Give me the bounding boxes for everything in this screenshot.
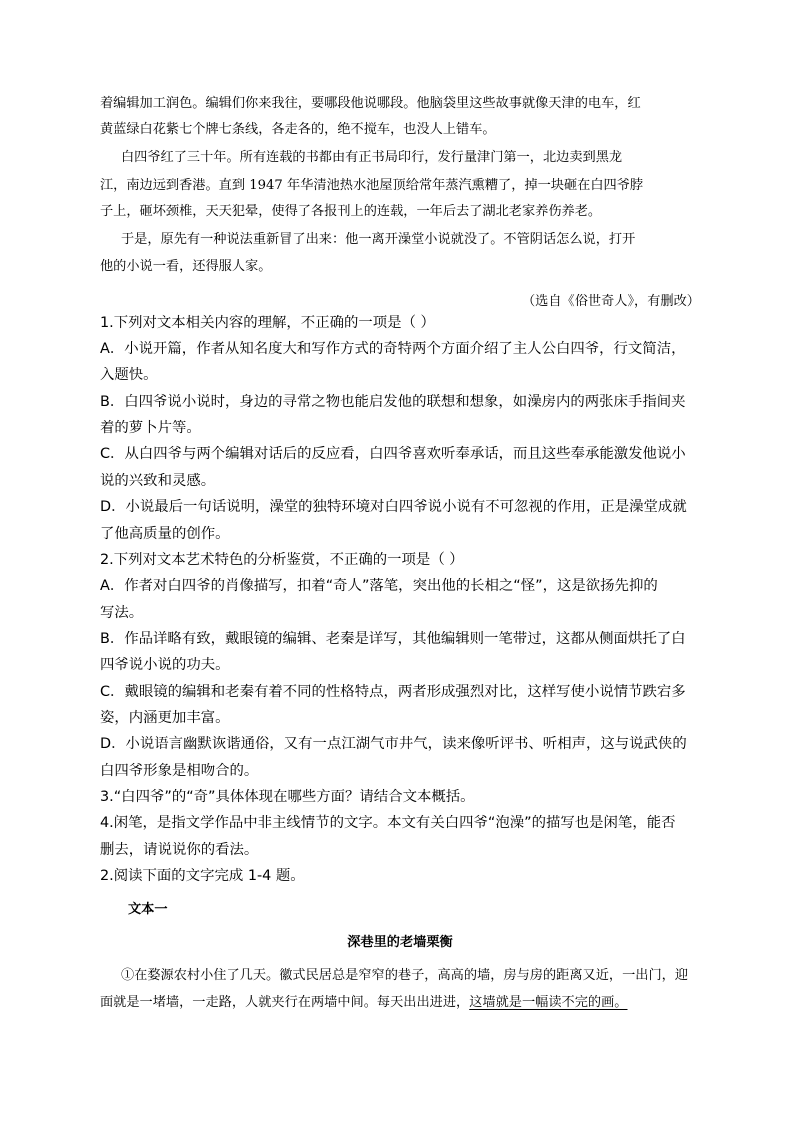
question-1-option-d-cont: 了他高质量的创作。 xyxy=(100,526,230,542)
question-1-option-c-cont: 说的兴致和灵感。 xyxy=(100,473,216,489)
question-2-option-a-cont: 写法。 xyxy=(100,605,144,621)
question-2-option-c: C．戴眼镜的编辑和老秦有着不同的性格特点，两者形成强烈对比，这样写使小说情节跌宕多 xyxy=(100,684,686,700)
passage-line: 子上，砸坏颈椎，天天犯晕，使得了各报刊上的连载，一年后去了湖北老家养伤养老。 xyxy=(100,204,602,219)
passage-line: 白四爷红了三十年。所有连载的书都由有正书局印行，发行量津门第一，北边卖到黑龙 xyxy=(121,150,623,165)
question-2-option-b-cont: 四爷说小说的功夫。 xyxy=(100,657,230,673)
text-one-label: 文本一 xyxy=(128,902,168,917)
question-1-stem: 1.下列对文本相关内容的理解，不正确的一项是（ ） xyxy=(100,315,435,331)
underlined-sentence: 这墙就是一幅读不完的画。 xyxy=(469,995,628,1010)
section-2-intro: 2.阅读下面的文字完成 1-4 题。 xyxy=(100,868,305,884)
passage-line: 江，南边远到香港。直到 1947 年华清池热水池屋顶给常年蒸汽熏糟了，掉一块砸在白四爷脖 xyxy=(100,178,644,193)
question-2-option-d: D．小说语言幽默诙谐通俗，又有一点江湖气市井气，读来像听评书、听相声，这与说武侠的 xyxy=(100,736,687,752)
question-2-option-c-cont: 姿，内涵更加丰富。 xyxy=(100,710,230,726)
passage-line: 黄蓝绿白花紫七个牌七条线，各走各的，绝不搅车，也没人上错车。 xyxy=(100,122,496,137)
text-one-paragraph-1: ①在婺源农村小住了几天。徽式民居总是窄窄的巷子，高高的墙，房与房的距离又近，一出门，迎 xyxy=(121,968,689,983)
question-1-option-d: D．小说最后一句话说明，澡堂的独特环境对白四爷说小说有不可忽视的作用，正是澡堂成就 xyxy=(100,499,687,515)
passage-line: 他的小说一看，还得服人家。 xyxy=(100,259,272,274)
text-one-paragraph-1-cont xyxy=(100,990,700,1016)
text-one-title: 深巷里的老墙栗衡 xyxy=(347,935,453,950)
question-1-option-b-cont: 着的萝卜片等。 xyxy=(100,420,201,436)
passage-line: 于是，原先有一种说法重新冒了出来：他一离开澡堂小说就没了。不管阴话怎么说，打开 xyxy=(121,232,636,247)
text-one-paragraph-1-text: 面就是一堵墙，一走路，人就夹行在两墙中间。每天出出进进， xyxy=(100,995,470,1010)
question-1-option-c: C．从白四爷与两个编辑对话后的反应看，白四爷喜欢听奉承话，而且这些奉承能激发他说小 xyxy=(100,446,686,462)
question-1-option-a: A．小说开篇，作者从知名度大和写作方式的奇特两个方面介绍了主人公白四爷，行文简洁， xyxy=(100,341,686,357)
passage-line: 着编辑加工润色。编辑们你来我往，要哪段他说哪段。他脑袋里这些故事就像天津的电车，红 xyxy=(100,96,641,111)
question-2-option-b: B．作品详略有致，戴眼镜的编辑、老秦是详写，其他编辑则一笔带过，这都从侧面烘托了白 xyxy=(100,631,686,647)
question-3: 3.“白四爷”的“奇”具体体现在哪些方面？请结合文本概括。 xyxy=(100,789,475,805)
question-2-option-a: A．作者对白四爷的肖像描写，扣着“奇人”落笔，突出他的长相之“怪”，这是欲扬先抑的 xyxy=(100,578,658,594)
question-2-stem: 2.下列对文本艺术特色的分析鉴赏，不正确的一项是（ ） xyxy=(100,552,464,568)
question-1-option-b: B．白四爷说小说时，身边的寻常之物也能启发他的联想和想象，如澡房内的两张床手指间夹 xyxy=(100,394,686,410)
question-4-cont: 删去，请说说你的看法。 xyxy=(100,842,259,858)
source-note: （选自《俗世奇人》，有删改） xyxy=(521,294,700,309)
question-1-option-a-cont: 入题快。 xyxy=(100,367,158,383)
question-2-option-d-cont: 白四爷形象是相吻合的。 xyxy=(100,763,259,779)
question-4: 4.闲笔，是指文学作品中非主线情节的文字。本文有关白四爷“泡澡”的描写也是闲笔，能否 xyxy=(100,815,676,831)
